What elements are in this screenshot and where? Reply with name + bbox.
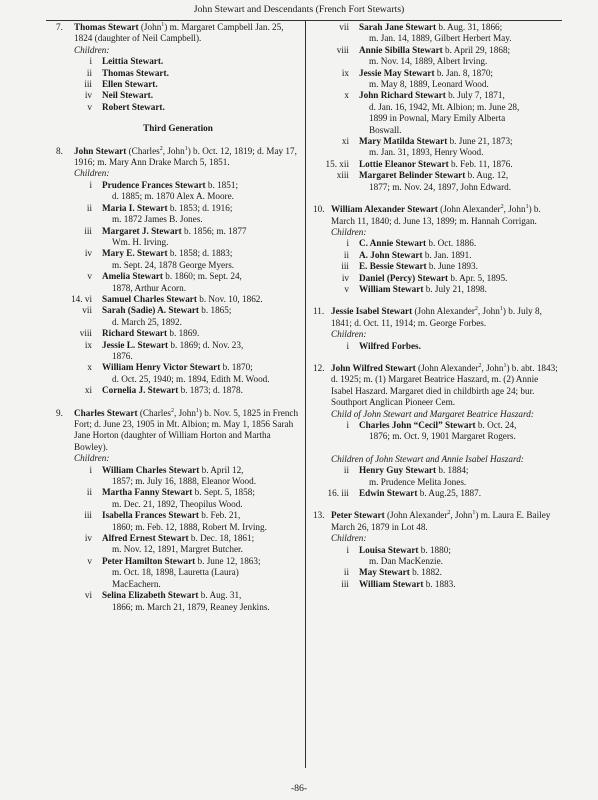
entry-number: 8. (56, 145, 63, 156)
entry-number: 11. (313, 306, 325, 317)
child-list-item (313, 420, 559, 443)
child-list-item (313, 284, 559, 295)
entry-text: Thomas Stewart (John$^1$) m. Margaret Campbell Jan. 25, 1824 (daughter of Neil Campbell). (74, 21, 284, 44)
entry-text: William Alexander Stewart (John Alexander$^2$, John$^1$) b. March 11, 1840; d. June 13, 1899; m. Hannah Corrigan. (331, 204, 541, 226)
section-spacer (56, 397, 300, 408)
page-number: -86- (290, 782, 308, 794)
child-text: Louisa Stewart b. 1880; m. Dan MacKenzie. (359, 544, 451, 567)
child-text: William Charles Stewart b. April 12, 1857; m. July 16, 1888, Eleanor Wood. (102, 464, 257, 487)
child-text: Edwin Stewart b. Aug.25, 1887. (359, 488, 482, 499)
children-heading: Child of John Stewart and Margaret Beatrice Haszard: (331, 408, 534, 419)
entry-text: Charles Stewart (Charles$^2$, John$^1$) b. Nov. 5, 1825 in French Fort; d. June 23, 1905 in Mt. Albion; m. May 1, 1856 Sarah Jane Horton (daughter of William Horton and Martha Bowley). (74, 407, 299, 452)
child-numeral: iv (84, 248, 92, 259)
genealogy-entry (313, 204, 559, 227)
child-list-item (313, 136, 559, 159)
child-text: Mary E. Stewart b. 1858; d. 1883; m. Sept. 24, 1878 George Myers. (102, 248, 235, 270)
children-heading: Children: (331, 226, 367, 237)
child-numeral: ii (343, 465, 349, 476)
child-text: Jessie May Stewart b. Jan. 8, 1870; m. May 8, 1889, Leonard Wood. (359, 67, 493, 90)
child-list-item (313, 488, 559, 499)
child-text: C. Annie Stewart b. Oct. 1886. (359, 238, 477, 249)
child-text: Alfred Ernest Stewart b. Dec. 18, 1861; m. Nov. 12, 1891, Margret Butcher. (102, 533, 255, 555)
child-list-item (56, 465, 300, 488)
entry-number: 9. (56, 407, 63, 418)
child-list-item (56, 56, 300, 67)
children-heading: Children: (74, 168, 110, 179)
child-text: E. Bessie Stewart b. June 1893. (359, 261, 478, 272)
child-list-item (313, 170, 559, 193)
child-list-item (313, 465, 559, 488)
child-list-item (56, 487, 300, 510)
child-text: Isabella Frances Stewart b. Feb. 21, 1860; m. Feb. 12, 1888, Robert M. Irving. (102, 510, 267, 532)
child-list-item (313, 238, 559, 249)
child-list-item (56, 294, 300, 305)
column-divider (305, 20, 306, 768)
child-numeral: vii (82, 305, 92, 316)
child-numeral: i (346, 544, 349, 555)
child-list-item (56, 271, 300, 294)
child-numeral: 16. iii (327, 488, 349, 499)
child-numeral: i (346, 238, 349, 249)
child-text: Thomas Stewart. (102, 67, 169, 78)
children-heading: Children: (331, 533, 367, 544)
entry-text: Peter Stewart (John Alexander$^2$, John$^1$) m. Laura E. Bailey March 26, 1879 in Lot 48. (331, 510, 551, 532)
header-rule (46, 20, 562, 21)
child-list-item (56, 556, 300, 590)
child-numeral: vi (84, 590, 92, 601)
child-numeral: x (87, 362, 92, 373)
child-numeral: i (346, 340, 349, 351)
child-numeral: ix (84, 339, 92, 350)
genealogy-entry (56, 22, 300, 45)
entry-text: John Wilfred Stewart (John Alexander$^2$, John$^1$) b. abt. 1843; d. 1925; m. (1) Margaret Beatrice Haszard, m. (2) Annie Isabel Haszard. Margaret died in childbirth age 24; bur. Southport Anglican Pioneer Cem. (331, 362, 558, 408)
children-heading: Children: (74, 44, 110, 55)
child-numeral: xiii (336, 170, 349, 181)
child-list-item (56, 362, 300, 385)
child-list-item (313, 90, 559, 136)
running-header: John Stewart and Descendants (French Fort Stewarts) (193, 4, 405, 15)
child-list-item (313, 545, 559, 568)
child-list-item (56, 79, 300, 90)
child-list-item (313, 250, 559, 261)
child-text: John Richard Stewart b. July 7, 1871, d. Jan. 16, 1942, Mt. Albion; m. June 28, 1899 in Pownal, Mary Emily Alberta Boswall. (359, 90, 520, 135)
genealogy-entry (313, 510, 559, 533)
child-list-item (56, 510, 300, 533)
child-text: Daniel (Percy) Stewart b. Apr. 5, 1895. (359, 272, 508, 283)
left-column (56, 22, 300, 613)
genealogy-entry (313, 306, 559, 329)
children-heading: Children: (74, 453, 110, 464)
entry-number: 13. (313, 510, 325, 521)
child-numeral: i (89, 179, 92, 190)
entry-number: 10. (313, 204, 325, 215)
child-numeral: i (89, 56, 92, 67)
child-numeral: iii (84, 510, 92, 521)
child-numeral: vii (339, 22, 349, 32)
child-text: Ellen Stewart. (102, 79, 158, 90)
child-numeral: iii (341, 578, 349, 589)
child-numeral: v (87, 101, 92, 112)
child-list-item (313, 261, 559, 272)
child-list-item (313, 22, 559, 45)
section-spacer (313, 443, 559, 454)
child-numeral: iii (84, 225, 92, 236)
child-text: Sarah Jane Stewart b. Aug. 31, 1866; m. Jan. 14, 1889, Gilbert Herbert May. (359, 22, 512, 44)
child-numeral: 14. vi (71, 293, 92, 304)
child-text: A. John Stewart b. Jan. 1891. (359, 249, 472, 260)
children-heading: Children of John Stewart and Annie Isabel Haszard: (331, 453, 524, 464)
child-list-item (313, 68, 559, 91)
child-list-item (56, 203, 300, 226)
child-list-item (313, 159, 559, 170)
child-text: William Stewart b. July 21, 1898. (359, 283, 487, 294)
child-numeral: v (87, 555, 92, 566)
child-text: Richard Stewart b. 1869. (102, 328, 200, 339)
child-text: Wilfred Forbes. (359, 340, 421, 351)
child-numeral: iii (341, 261, 349, 272)
section-spacer (313, 352, 559, 363)
entry-number: 7. (56, 22, 63, 32)
child-list-item (56, 328, 300, 339)
child-text: Maria I. Stewart b. 1853; d. 1916; m. 1872 James B. Jones. (102, 202, 233, 225)
child-list-item (56, 340, 300, 363)
child-text: Lottie Eleanor Stewart b. Feb. 11, 1876. (359, 158, 513, 169)
child-list-item (313, 579, 559, 590)
entry-text: John Stewart (Charles$^2$, John$^1$) b. Oct. 12, 1819; d. May 17, 1916; m. Mary Ann Drake March 5, 1851. (74, 145, 297, 168)
child-list-item (56, 226, 300, 249)
child-list-item (56, 90, 300, 101)
genealogy-entry (56, 408, 300, 454)
child-numeral: v (344, 283, 349, 294)
child-list-item (56, 590, 300, 613)
child-numeral: xi (84, 385, 92, 396)
genealogy-entry (313, 363, 559, 409)
child-numeral: xi (341, 136, 349, 147)
child-numeral: 15. xii (325, 158, 349, 169)
child-numeral: i (346, 420, 349, 430)
child-text: Peter Hamilton Stewart b. June 12, 1863; m. Oct. 18, 1898, Lauretta (Laura) MacEachern. (102, 555, 261, 589)
child-text: Robert Stewart. (102, 101, 165, 112)
child-text: Margaret Belinder Stewart b. Aug. 12, 1877; m. Nov. 24, 1897, John Edward. (359, 170, 512, 192)
child-numeral: i (89, 464, 92, 475)
child-numeral: iv (84, 533, 92, 544)
child-list-item (56, 533, 300, 556)
child-text: William Stewart b. 1883. (359, 578, 456, 589)
child-numeral: ix (341, 67, 349, 78)
child-numeral: v (87, 271, 92, 282)
child-text: Prudence Frances Stewart b. 1851; d. 1885; m. 1870 Alex A. Moore. (102, 179, 239, 202)
child-list-item (313, 273, 559, 284)
child-numeral: ii (86, 67, 92, 78)
section-spacer (313, 499, 559, 510)
child-text: Charles John “Cecil” Stewart b. Oct. 24, 1876; m. Oct. 9, 1901 Margaret Rogers. (359, 420, 517, 442)
child-numeral: viii (336, 44, 349, 55)
child-text: Sarah (Sadie) A. Stewart b. 1865; d. March 25, 1892. (102, 305, 232, 327)
child-list-item (313, 341, 559, 352)
child-numeral: ii (86, 487, 92, 498)
child-text: Annie Sibilla Stewart b. April 29, 1868; m. Nov. 14, 1889, Albert Irving. (359, 44, 511, 67)
child-numeral: x (344, 90, 349, 101)
section-spacer (313, 295, 559, 306)
child-list-item (56, 385, 300, 396)
child-list-item (56, 102, 300, 113)
entry-number: 12. (313, 362, 325, 373)
generation-heading: Third Generation (143, 123, 213, 134)
child-text: Mary Matilda Stewart b. June 21, 1873; m. Jan. 31, 1893, Henry Wood. (359, 136, 513, 158)
child-text: Selina Elizabeth Stewart b. Aug. 31, 1866; m. March 21, 1879, Reaney Jenkins. (102, 590, 270, 612)
child-text: Leittia Stewart. (102, 56, 164, 67)
child-numeral: iv (84, 90, 92, 101)
child-text: Samuel Charles Stewart b. Nov. 10, 1862. (102, 293, 263, 304)
child-text: Neil Stewart. (102, 90, 154, 101)
section-spacer (313, 193, 559, 204)
child-text: Jessie L. Stewart b. 1869; d. Nov. 23, 1876. (102, 339, 244, 361)
child-text: Cornelia J. Stewart b. 1873; d. 1878. (102, 385, 243, 396)
child-numeral: iii (84, 79, 92, 90)
entry-text: Jessie Isabel Stewart (John Alexander$^2$, John$^1$) b. July 8, 1841; d. Oct. 11, 1914; m. George Forbes. (331, 306, 542, 328)
child-list-item (56, 180, 300, 203)
child-list-item (56, 68, 300, 79)
child-text: William Henry Victor Stewart b. 1870; d. Oct. 25, 1940; m. 1894, Edith M. Wood. (102, 362, 270, 384)
child-numeral: ii (343, 249, 349, 260)
child-numeral: ii (343, 567, 349, 578)
child-text: May Stewart b. 1882. (359, 567, 442, 578)
child-text: Amelia Stewart b. 1860; m. Sept. 24, 1878, Arthur Acorn. (102, 271, 242, 293)
child-text: Henry Guy Stewart b. 1884; m. Prudence Melita Jones. (359, 465, 469, 487)
child-list-item (56, 248, 300, 271)
child-list-item (56, 305, 300, 328)
child-list-item (313, 45, 559, 68)
child-numeral: iv (341, 272, 349, 283)
children-heading: Children: (331, 329, 367, 340)
child-numeral: ii (86, 202, 92, 213)
child-text: Martha Fanny Stewart b. Sept. 5, 1858; m. Dec. 21, 1892, Theopilus Wood. (102, 487, 255, 509)
genealogy-entry (56, 146, 300, 169)
child-text: Margaret J. Stewart b. 1856; m. 1877 Wm. H. Irving. (102, 225, 247, 247)
right-column (313, 22, 559, 590)
child-numeral: viii (79, 328, 92, 339)
child-list-item (313, 567, 559, 578)
